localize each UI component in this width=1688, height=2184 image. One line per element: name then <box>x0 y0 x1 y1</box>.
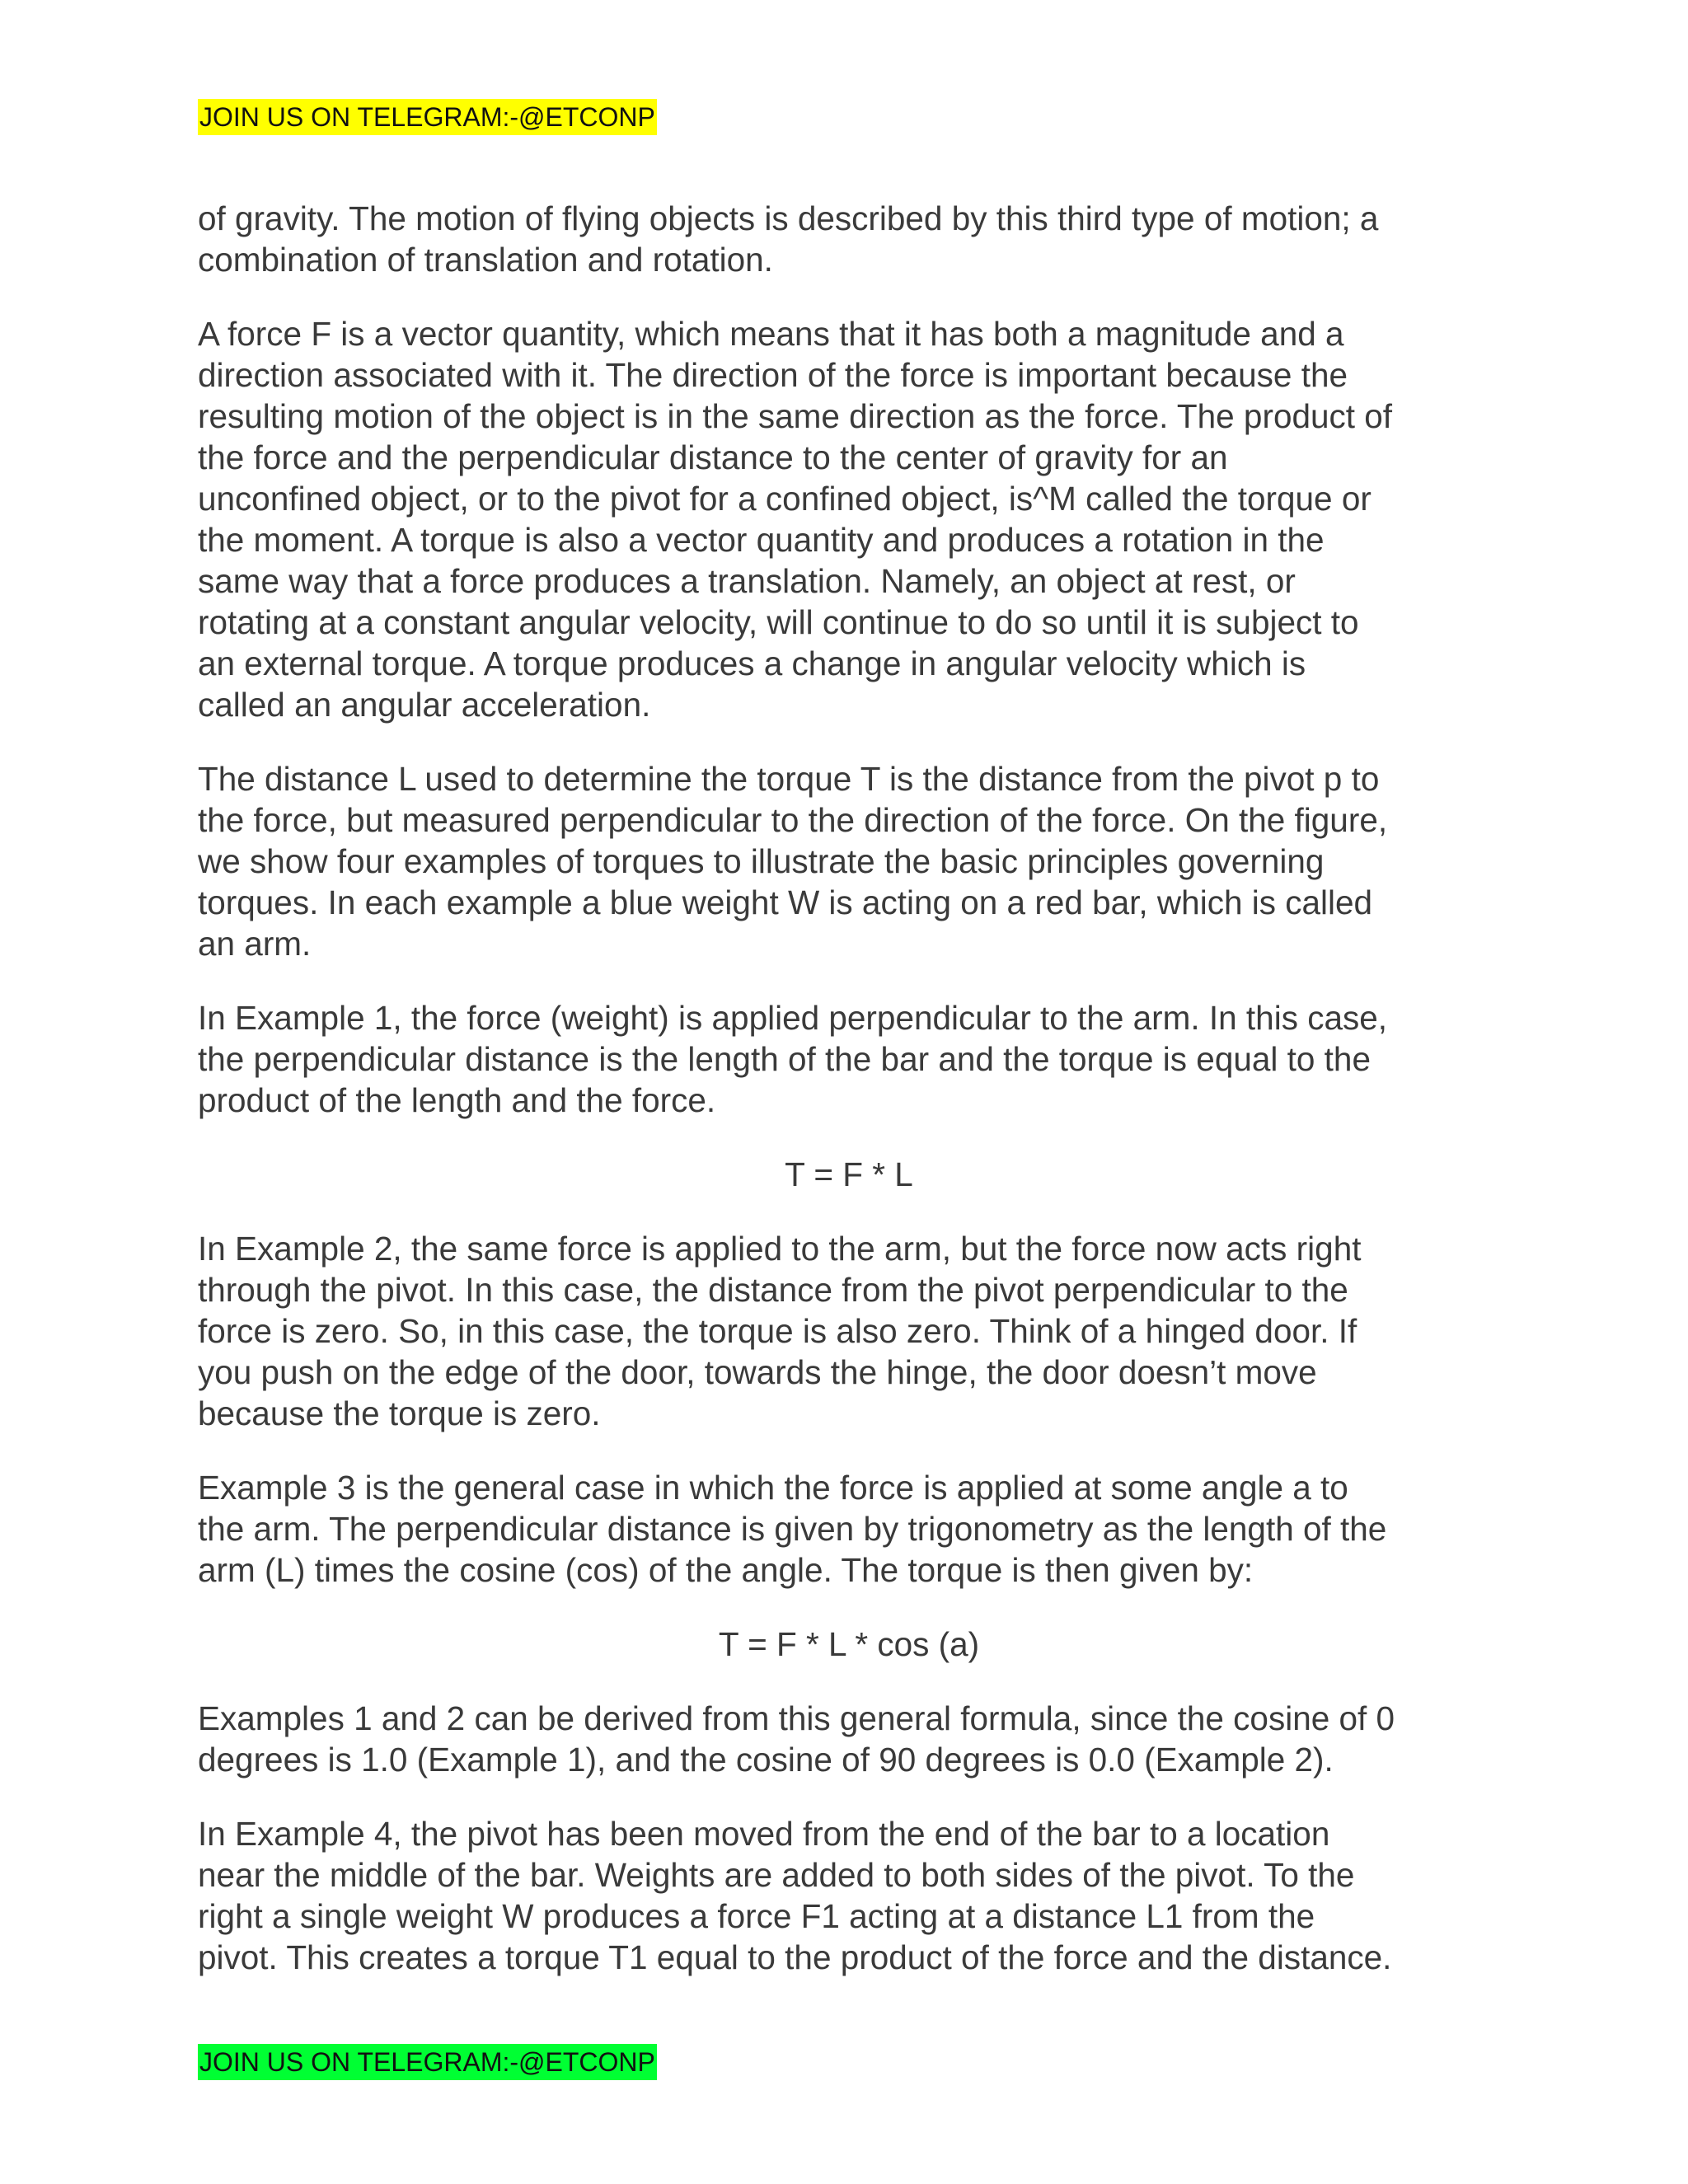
formula-torque-cosine: T = F * L * cos (a) <box>718 1625 980 1663</box>
paragraph-1: of gravity. The motion of flying objects is described by this third type of motion; a combination of translation and rotation. <box>198 199 1379 279</box>
paragraph-2: A force F is a vector quantity, which means that it has both a magnitude and a direction associated with it. The direction of the force is important because the resulting motion of the object is in the same direction as the force. The product of the force and the perpendicular distance to the center of gravity for an unconfined object, or to the pivot for a confined object, is^M called the torque or the moment. A torque is also a vector quantity and produces a rotation in the same way that a force produces a translation. Namely, an object at rest, or rotating at a constant angular velocity, will continue to do so until it is subject to an external torque. A torque produces a change in angular velocity which is called an angular acceleration. <box>198 315 1393 724</box>
formula-torque: T = F * L <box>785 1155 913 1193</box>
paragraph-5: In Example 2, the same force is applied to the arm, but the force now acts right through the pivot. In this case, the distance from the pivot perpendicular to the force is zero. So, in this case, the torque is also zero. Think of a hinged door. If you push on the edge of the door, towards the hinge, the door doesn’t move because the torque is zero. <box>198 1230 1362 1432</box>
paragraph-6: Example 3 is the general case in which the force is applied at some angle a to the arm. The perpendicular distance is given by trigonometry as the length of the arm (L) times the cosine (cos) of the angle. The torque is then given by: <box>198 1469 1387 1589</box>
paragraph-8: In Example 4, the pivot has been moved from the end of the bar to a location near the middle of the bar. Weights are added to both sides of the pivot. To the right a single weight W produces a force F1 acting at a distance L1 from the pivot. This creates a torque T1 equal to the product of the force and the distance. <box>198 1815 1392 1976</box>
paragraph-3: The distance L used to determine the torque T is the distance from the pivot p to the force, but measured perpendicular to the direction of the force. On the figure, we show four examples of torques to illustrate the basic principles governing torques. In each example a blue weight W is acting on a red bar, which is called an arm. <box>198 760 1388 963</box>
telegram-banner-top: JOIN US ON TELEGRAM:-@ETCONP <box>198 99 657 135</box>
telegram-banner-bottom: JOIN US ON TELEGRAM:-@ETCONP <box>198 2044 657 2080</box>
paragraph-4: In Example 1, the force (weight) is applied perpendicular to the arm. In this case, the perpendicular distance is the length of the bar and the torque is equal to the product of the length and the force. <box>198 999 1387 1119</box>
body-text <box>198 198 1500 2011</box>
paragraph-7: Examples 1 and 2 can be derived from this general formula, since the cosine of 0 degrees is 1.0 (Example 1), and the cosine of 90 degrees is 0.0 (Example 2). <box>198 1699 1395 1779</box>
